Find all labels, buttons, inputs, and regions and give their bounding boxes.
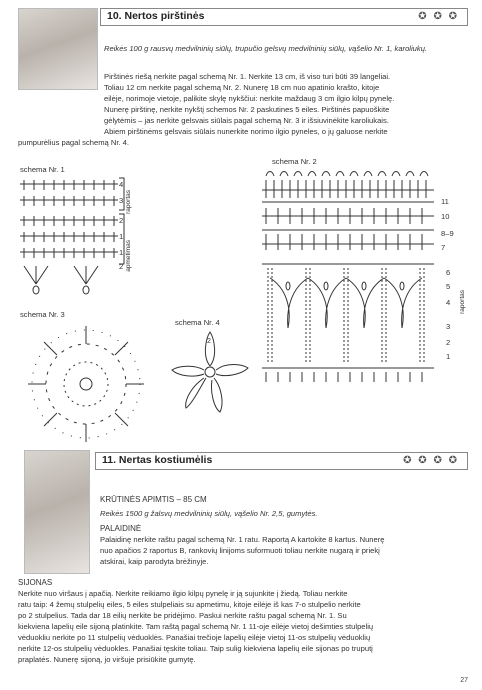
pattern11-blouse-line1: Palaidinę nerkite raštu pagal schemą Nr. 1 ratu. Raportą A kartokite 8 kartus. Nunerę xyxy=(100,535,385,544)
page-number: 27 xyxy=(460,677,468,684)
schema1-label: schema Nr. 1 xyxy=(20,165,65,174)
pattern11-blouse-line3: atskirai, kaip parodyta brėžinyje. xyxy=(100,557,209,566)
pattern10-title: 10. Nertos pirštinės xyxy=(107,10,205,22)
schema1-row-1: 1 xyxy=(119,232,124,241)
pattern11-skirt-line1: Nerkite nuo viršaus į apačią. Nerkite reikiamo ilgio kilpų pynelę ir ją sujunkite į žiedą. Toliau nerkite xyxy=(18,589,348,598)
schema1-row-1b: 1 xyxy=(119,248,124,257)
pattern10-materials: Reikės 100 g rausvų medvilninių siūlų, trupučio gelsvų medvilninių siūlų, vąšelio Nr. 1, karoliukų. xyxy=(104,44,428,53)
pattern10-line3: eilėje, norimoje vietoje, palikite skylę nykščiui: nerkite maždaug 3 cm ilgio kilpų pynelę. xyxy=(104,94,395,103)
pattern11-skirt-line3: po 2 stulpelius. Tada dar 18 eilių nerkite be pridėjimo. Paskui nerkite raštu pagal schemą Nr. 1. Su xyxy=(18,611,347,620)
pattern11-blouse-line2: nuo apačios 2 raportus B, rankovių linijoms suformuoti toliau nerkite nugarą ir priekį xyxy=(100,546,380,555)
schema1-row-4: 4 xyxy=(119,180,124,189)
pattern11-skirt-line6: nerkite 12-os stulpelių vėduokles. Panašiai tęskite toliau. Taip sulig kiekviena lapelių eile sijonas po truputį xyxy=(18,644,373,653)
schema2-row-4: 4 xyxy=(446,298,451,307)
gloves-photo xyxy=(18,8,98,90)
pattern11-skirt-line7: praplatės. Nunerę sijoną, jo viršuje prisiūkite gumytę. xyxy=(18,655,196,664)
schema2-row-1: 1 xyxy=(446,352,451,361)
schema2-diagram xyxy=(258,168,438,383)
pattern11-blouse-heading: PALAIDINĖ xyxy=(100,524,142,533)
pattern10-line5: gėlytėmis – jas nerkite gelsvais siūlais pagal schemą Nr. 3 ir išsiuvinėkite karoliukais. xyxy=(104,116,389,125)
schema4-label: schema Nr. 4 xyxy=(175,318,220,327)
schema2-row-3: 3 xyxy=(446,322,451,331)
pattern10-line4: Nunerę pirštinę, nerkite nykštį schemos Nr. 2 paskutines 5 eiles. Pirštinės papuoškite xyxy=(104,105,390,114)
difficulty-icons: ✪ ✪ ✪ ✪ xyxy=(403,455,459,466)
difficulty-icons: ✪ ✪ ✪ xyxy=(418,11,459,22)
pattern11-chest: KRŪTINĖS APIMTIS – 85 CM xyxy=(100,495,207,504)
pattern11-skirt-heading: SIJONAS xyxy=(18,578,53,587)
pattern11-skirt-line4: kiekviena lapelių eile sijoną platinkite. Tam raštą pagal schemą Nr. 1 11-oje eilėje vietoj dešimties stulpelių xyxy=(18,622,374,631)
schema2-label: schema Nr. 2 xyxy=(272,157,317,166)
pattern10-line1: Pirštinės riešą nerkite pagal schemą Nr. 1. Nerkite 13 cm, iš viso turi būti 39 langeliai. xyxy=(104,72,391,81)
pattern10-line2: Toliau 12 cm nerkite pagal schemą Nr. 2. Nunerę 18 cm nuo apatinio krašto, kitoje xyxy=(104,83,380,92)
schema2-row-11: 11 xyxy=(441,197,449,206)
schema2-row-10: 10 xyxy=(441,212,450,221)
schema3-label: schema Nr. 3 xyxy=(20,310,65,319)
schema4-row-2: 2 xyxy=(207,338,211,345)
schema2-row-8-9: 8–9 xyxy=(441,229,454,238)
schema1-raportas: raportas xyxy=(125,190,132,214)
schema2-raportas: raportas xyxy=(459,290,466,314)
pattern11-materials: Reikės 1500 g žalsvų medvilninių siūlų, vąšelio Nr. 2,5, gumytės. xyxy=(100,509,318,518)
pattern11-header xyxy=(95,452,468,470)
pattern11-title: 11. Nertas kostiumėlis xyxy=(102,454,213,466)
suit-photo xyxy=(24,450,90,574)
schema1-apmetimas: apmetimas xyxy=(125,240,132,272)
pattern11-skirt-line5: vėduokliu nerkite po 11 stulpelių vėduoklės. Panašiai trečioje lapelių eilėje vietoj 11-os stulpelių vėduoklių xyxy=(18,633,371,642)
schema1-row-3: 3 xyxy=(119,196,124,205)
schema1-row-2: 2 xyxy=(119,216,124,225)
pattern10-line6: Abiem pirštinėms gelsvais siūlais nunerkite norimo ilgio pyneles, o jų galuose nerkite xyxy=(104,127,388,136)
schema2-row-7: 7 xyxy=(441,243,446,252)
schema2-row-6: 6 xyxy=(446,268,451,277)
pattern10-header xyxy=(100,8,468,26)
pattern11-skirt-line2: ratu taip: 4 žemų stulpelių eiles, 5 eiles stulpeliais su apmetimu, kitoje eilėje iš kas 7-o stulpelio nerkite xyxy=(18,600,361,609)
schema3-diagram xyxy=(22,322,152,446)
schema1-row-2b: 2 xyxy=(119,262,124,271)
pattern10-line7: pumpurėlius pagal schemą Nr. 4. xyxy=(18,138,130,147)
schema2-row-2: 2 xyxy=(446,338,451,347)
schema2-row-5: 5 xyxy=(446,282,451,291)
